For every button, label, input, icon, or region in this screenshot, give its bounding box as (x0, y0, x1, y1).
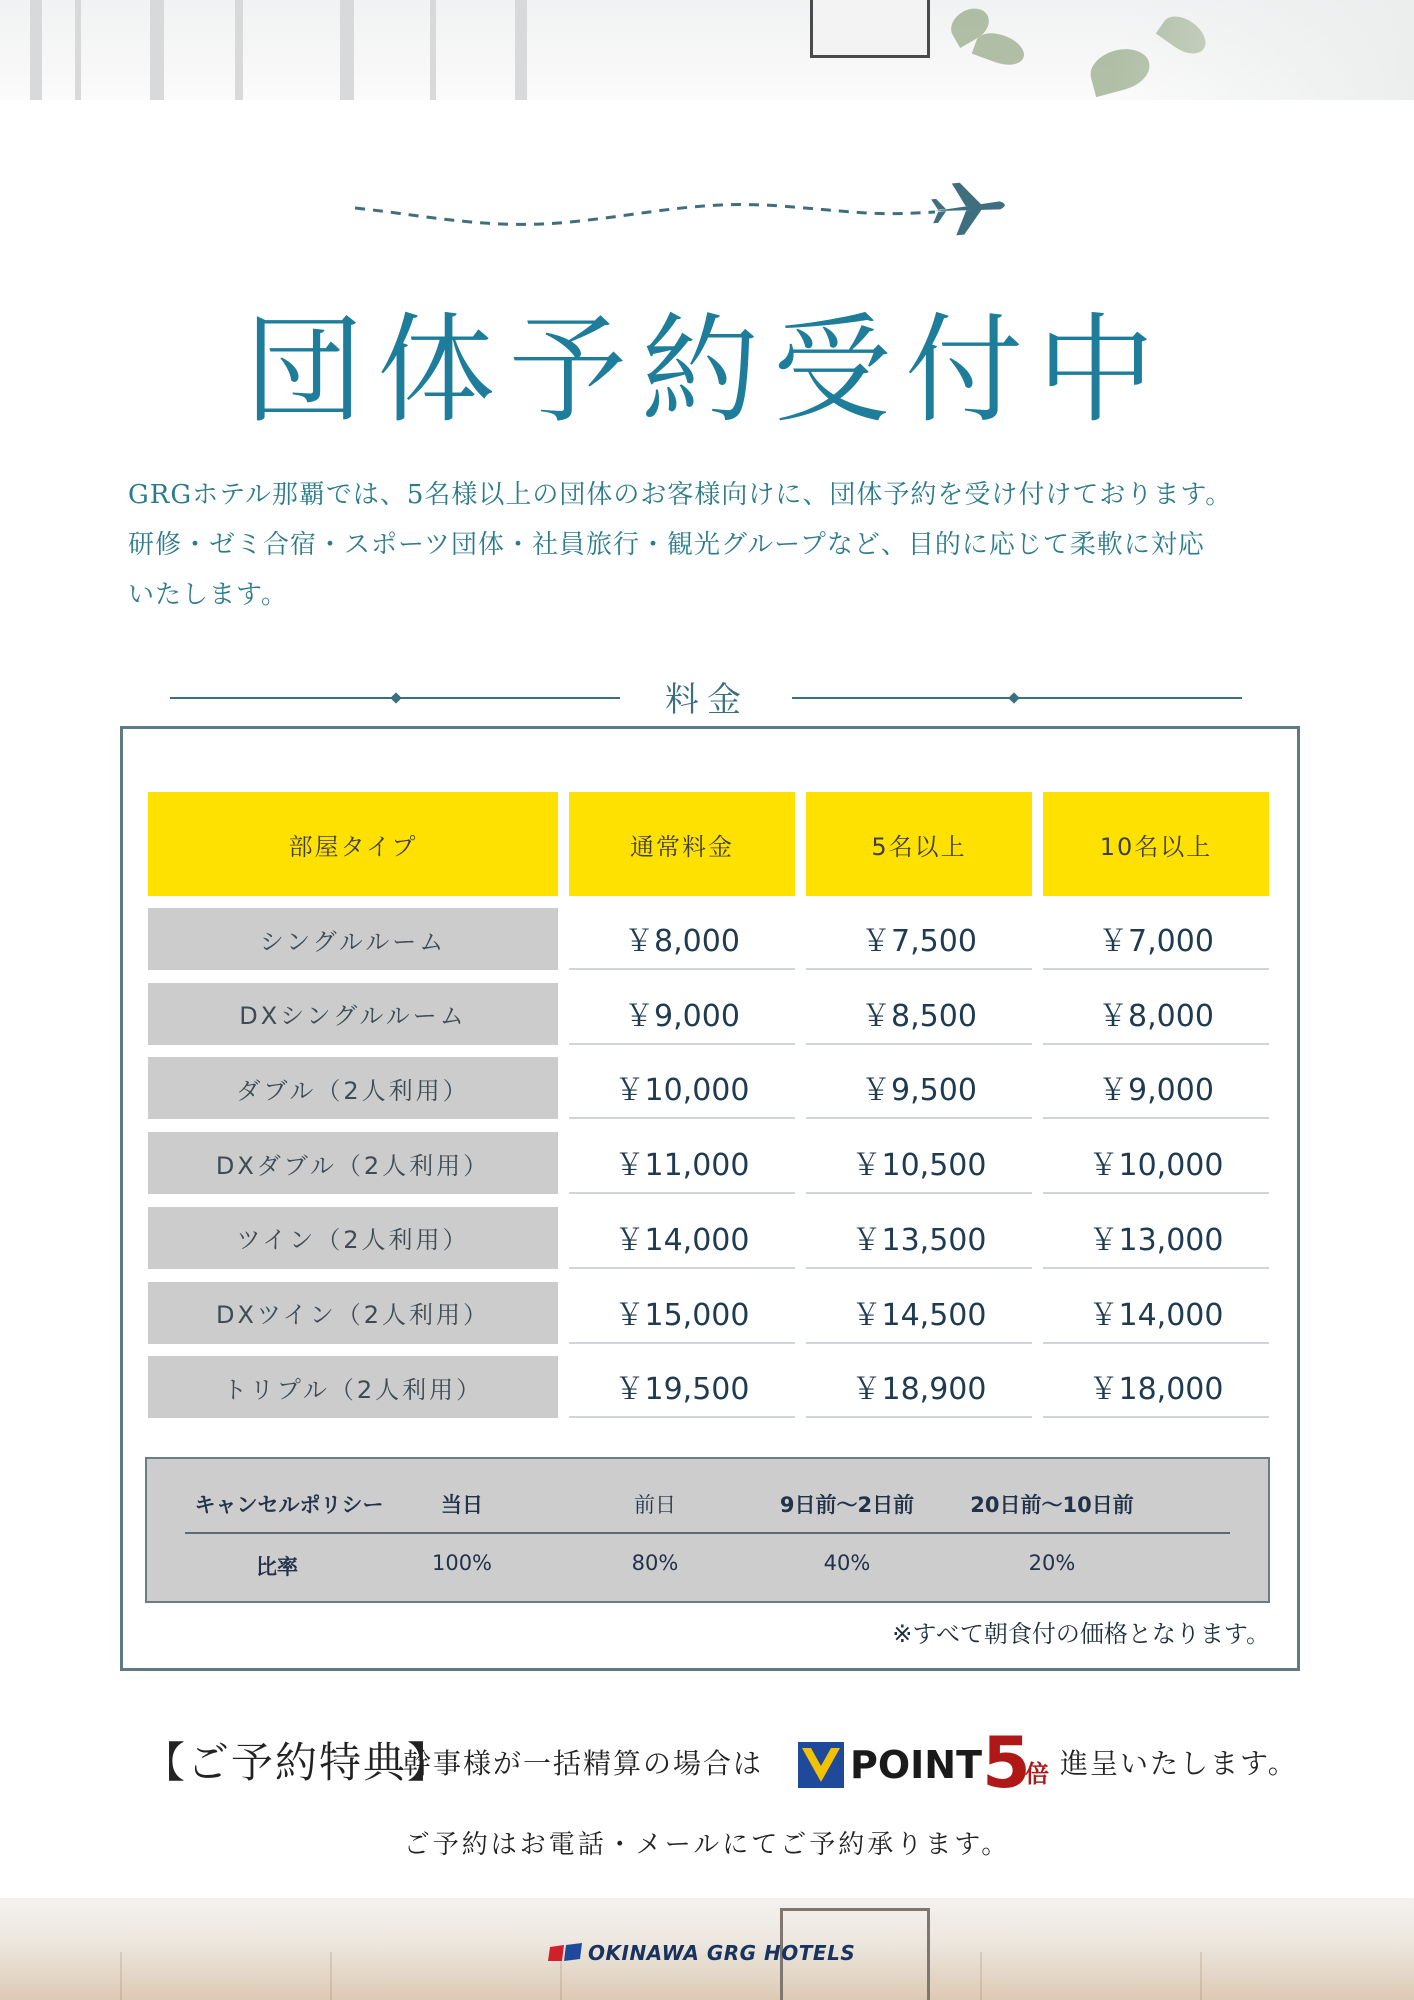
price-five: ￥10,500 (806, 1132, 1032, 1194)
cancel-header-same-day: 当日 (441, 1493, 483, 1517)
cancel-rate-same-day: 100% (431, 1551, 493, 1575)
price-ten: ￥13,000 (1043, 1207, 1269, 1269)
price-five: ￥13,500 (806, 1207, 1032, 1269)
intro-line: いたします。 (128, 580, 288, 610)
section-title: 料金 (665, 680, 749, 720)
cancel-policy-table (145, 1457, 1270, 1603)
room-type-label: ツイン（2人利用） (148, 1207, 558, 1269)
header-normal-rate: 通常料金 (569, 792, 795, 896)
price-normal: ￥11,000 (569, 1132, 795, 1194)
cancel-header-previous-day: 前日 (634, 1493, 676, 1517)
cancel-rate-9-2-days: 40% (823, 1551, 871, 1575)
price-ten: ￥18,000 (1043, 1356, 1269, 1418)
v-point-icon (798, 1742, 844, 1788)
point-multiplier: 5 (982, 1722, 1031, 1804)
booking-benefit (0, 1722, 1414, 1812)
logo-flag-icon (548, 1943, 582, 1963)
intro-line: GRGホテル那覇では、5名様以上の団体のお客様向けに、団体予約を受け付けております。 (128, 480, 1233, 510)
benefit-condition: 幹事様が一括精算の場合は (403, 1747, 764, 1780)
room-type-label: ダブル（2人利用） (148, 1057, 558, 1119)
price-ten: ￥9,000 (1043, 1057, 1269, 1119)
room-type-label: DXシングルルーム (148, 983, 558, 1045)
v-point-logo (798, 1740, 982, 1790)
cancel-rate-label: 比率 (256, 1555, 298, 1579)
contact-info: ご予約はお電話・メールにてご予約承ります。 (403, 1830, 1011, 1860)
price-ten: ￥14,000 (1043, 1282, 1269, 1344)
header-room-type: 部屋タイプ (148, 792, 558, 896)
room-type-label: DXダブル（2人利用） (148, 1132, 558, 1194)
room-type-label: シングルルーム (148, 908, 558, 970)
price-normal: ￥8,000 (569, 908, 795, 970)
room-type-label: トリプル（2人利用） (148, 1356, 558, 1418)
price-normal: ￥9,000 (569, 983, 795, 1045)
price-ten: ￥8,000 (1043, 983, 1269, 1045)
room-type-label: DXツイン（2人利用） (148, 1282, 558, 1344)
logo-text: OKINAWA GRG HOTELS (588, 1941, 856, 1965)
header-five-plus: 5名以上 (806, 792, 1032, 896)
breakfast-note: ※すべて朝食付の価格となります。 (892, 1620, 1270, 1648)
airplane-icon (350, 178, 1010, 248)
section-divider-dot (390, 692, 401, 703)
price-ten: ￥10,000 (1043, 1132, 1269, 1194)
intro-text (128, 470, 1318, 620)
cancel-divider (185, 1532, 1230, 1534)
cancel-header-20-10-days: 20日前〜10日前 (970, 1493, 1134, 1517)
price-five: ￥18,900 (806, 1356, 1032, 1418)
header-ten-plus: 10名以上 (1043, 792, 1269, 896)
price-five: ￥9,500 (806, 1057, 1032, 1119)
price-five: ￥14,500 (806, 1282, 1032, 1344)
cancel-rate-20-10-days: 20% (1028, 1551, 1076, 1575)
price-five: ￥8,500 (806, 983, 1032, 1045)
top-interior-photo (0, 0, 1414, 100)
page-title: 団体予約受付中 (244, 301, 1169, 439)
benefit-heading: 【ご予約特典】 (143, 1738, 452, 1787)
price-ten: ￥7,000 (1043, 908, 1269, 970)
cancel-header-label: キャンセルポリシー (194, 1493, 384, 1517)
grg-hotels-logo (548, 1938, 855, 1968)
section-divider-dot (1008, 692, 1019, 703)
price-five: ￥7,500 (806, 908, 1032, 970)
cancel-rate-previous-day: 80% (631, 1551, 679, 1575)
point-multiplier-unit: 倍 (1025, 1760, 1049, 1788)
price-normal: ￥10,000 (569, 1057, 795, 1119)
benefit-tail: 進呈いたします。 (1060, 1747, 1298, 1780)
price-normal: ￥15,000 (569, 1282, 795, 1344)
v-point-text: POINT (850, 1743, 983, 1787)
price-normal: ￥14,000 (569, 1207, 795, 1269)
price-normal: ￥19,500 (569, 1356, 795, 1418)
intro-line: 研修・ゼミ合宿・スポーツ団体・社員旅行・観光グループなど、目的に応じて柔軟に対応 (128, 530, 1205, 560)
cancel-header-9-2-days: 9日前〜2日前 (779, 1493, 915, 1517)
